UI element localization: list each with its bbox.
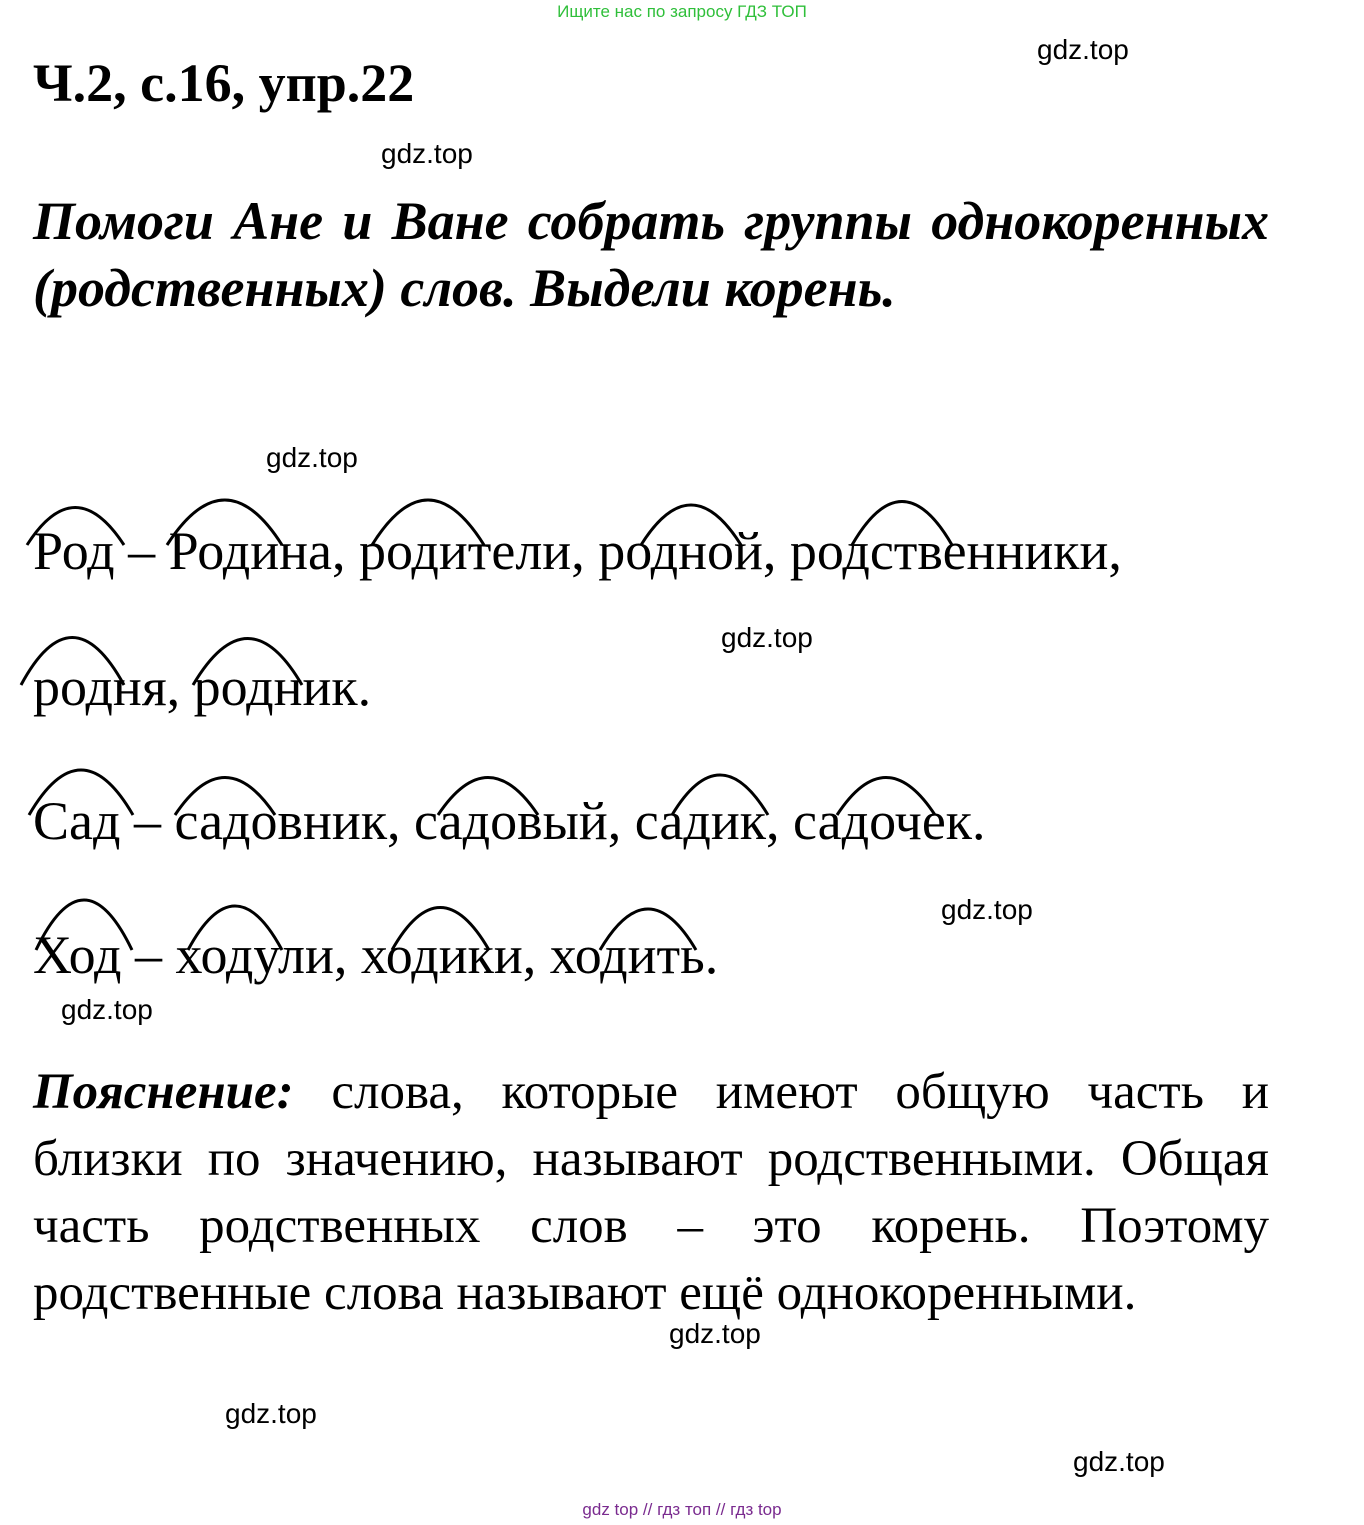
watermark: gdz.top (61, 994, 153, 1025)
bottom-banner: gdz top // гдз топ // гдз top (582, 1500, 782, 1519)
watermark: gdz.top (266, 442, 358, 473)
watermark: gdz.top (1037, 34, 1129, 65)
answer-line-hod: Ход – ходули, ходики, ходить. (33, 925, 719, 985)
explanation-label: Пояснение: (33, 1064, 294, 1120)
watermark: gdz.top (1073, 1446, 1165, 1477)
watermark: gdz.top (381, 138, 473, 169)
watermark: gdz.top (941, 894, 1033, 925)
task-text: Помоги Ане и Ване собрать группы однокоренных (родственных) слов. Выдели корень. (33, 191, 1269, 318)
answer-line-rod-cont: родня, родник. (33, 657, 372, 717)
page-title: Ч.2, с.16, упр.22 (33, 53, 415, 113)
watermark: gdz.top (721, 622, 813, 653)
watermark: gdz.top (669, 1318, 761, 1349)
explanation-text: слова, которые имеют общую часть и близки по значению, называют родственными. Общая часть родственных слов – это корень. Поэтому родственные слова называют ещё однокоренными. (33, 1064, 1269, 1321)
explanation (33, 1059, 1269, 1327)
answer-line-sad: Сад – садовник, садовый, садик, садочек. (33, 791, 986, 851)
top-banner: Ищите нас по запросу ГДЗ ТОП (557, 2, 807, 21)
watermark: gdz.top (225, 1398, 317, 1429)
answer-line-rod: Род – Родина, родители, родной, родственники, (33, 521, 1122, 581)
